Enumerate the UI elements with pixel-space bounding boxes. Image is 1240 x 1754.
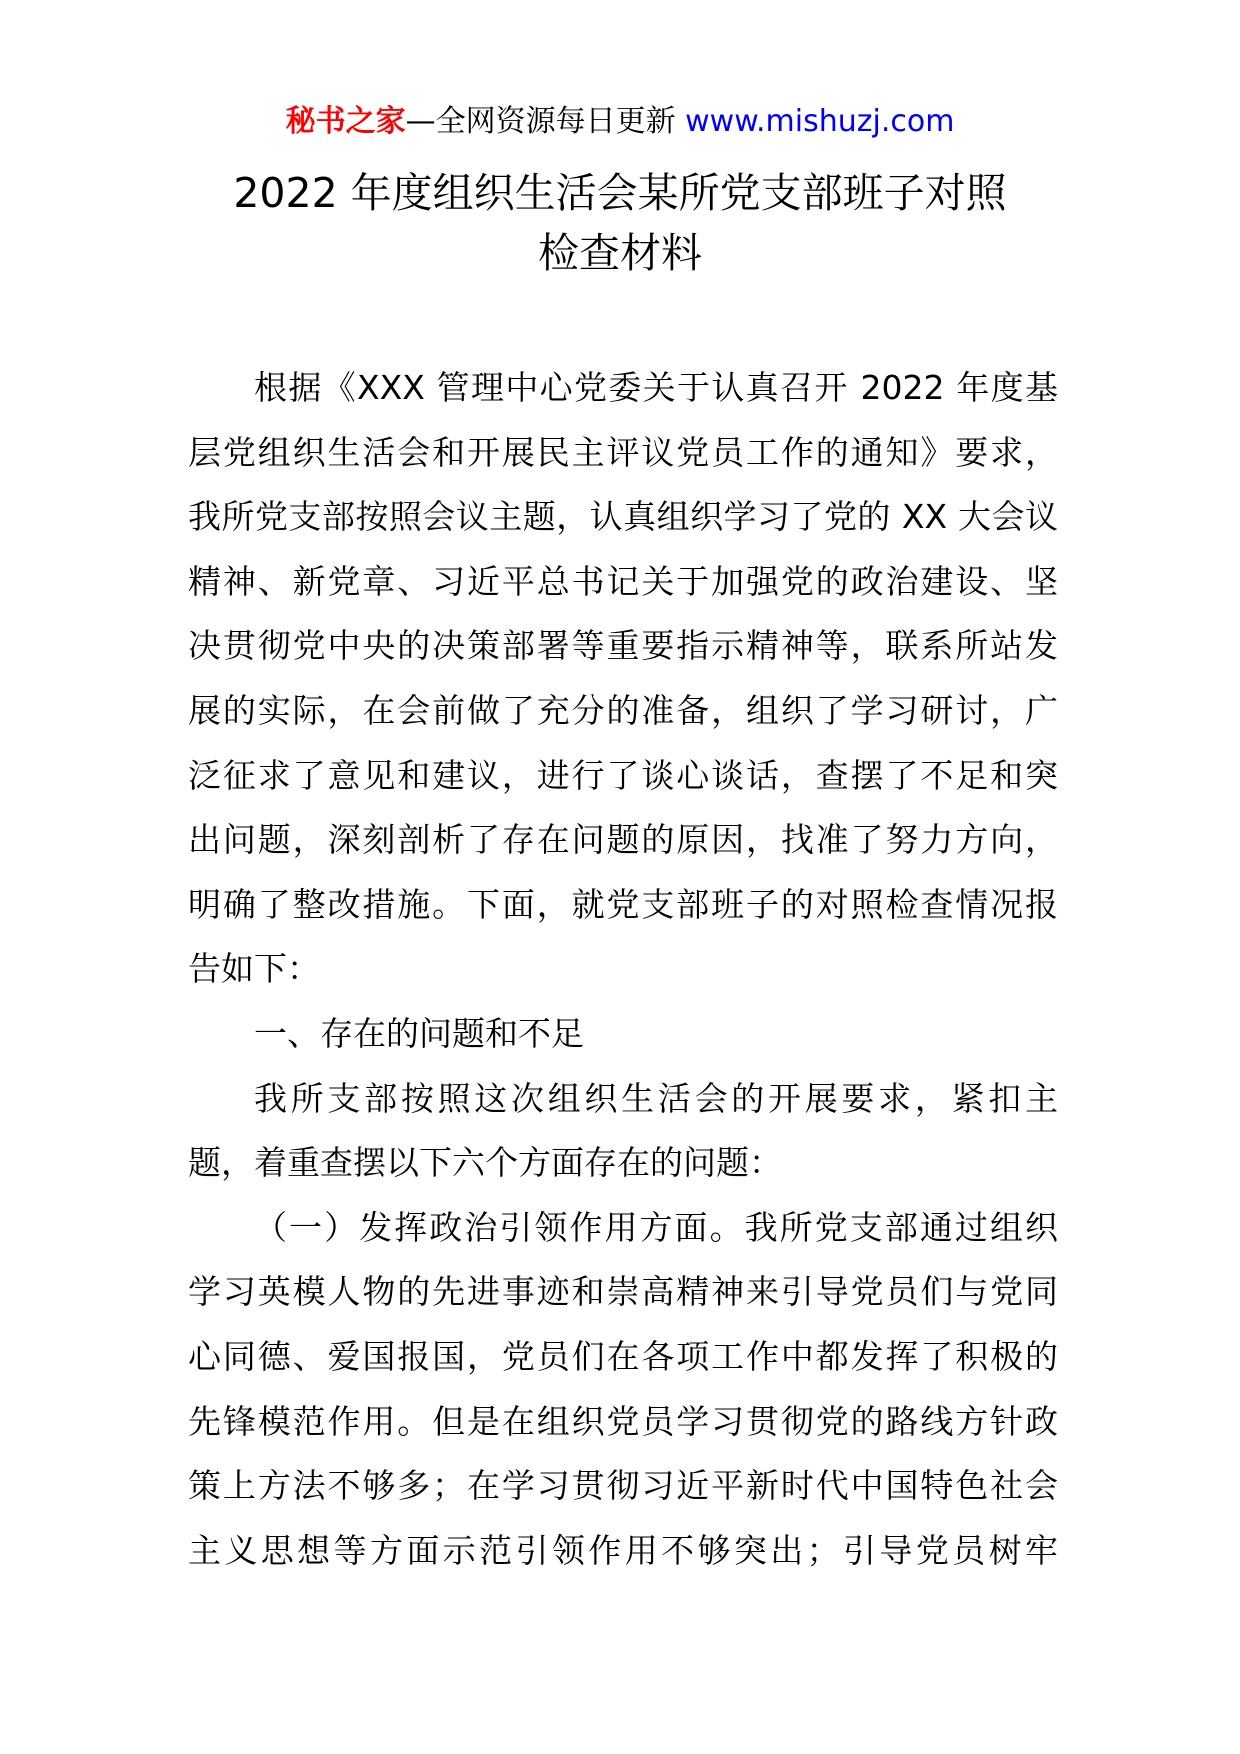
paragraph-line: 出问题，深刻剖析了存在问题的原因，找准了努力方向， xyxy=(188,820,1058,860)
site-url-link[interactable]: www.mishuzj.com xyxy=(685,104,955,139)
paragraph-line: 学习英模人物的先进事迹和崇高精神来引导党员们与党同 xyxy=(188,1272,1058,1312)
title-line-2: 检查材料 xyxy=(538,229,702,277)
paragraph-line: 泛征求了意见和建议，进行了谈心谈话，查摆了不足和突 xyxy=(188,755,1058,795)
document-body xyxy=(188,356,1058,1583)
paragraph-line: 告如下： xyxy=(188,949,320,989)
paragraph-line: 层党组织生活会和开展民主评议党员工作的通知》要求， xyxy=(188,432,1058,472)
site-header xyxy=(0,102,1240,142)
paragraph-line: 我所支部按照这次组织生活会的开展要求，紧扣主 xyxy=(254,1078,1058,1118)
paragraph-line: 先锋模范作用。但是在组织党员学习贯彻党的路线方针政 xyxy=(188,1401,1058,1441)
header-tagline: —全网资源每日更新 xyxy=(405,104,676,139)
paragraph-line: 我所党支部按照会议主题，认真组织学习了党的 XX 大会议 xyxy=(188,497,1058,537)
section-heading: 一、存在的问题和不足 xyxy=(254,1013,584,1053)
paragraph-line: 精神、新党章、习近平总书记关于加强党的政治建设、坚 xyxy=(188,561,1058,601)
document-title xyxy=(150,163,1090,283)
brand-name: 秘书之家 xyxy=(285,104,406,139)
paragraph-line: 展的实际，在会前做了充分的准备，组织了学习研讨，广 xyxy=(188,690,1058,730)
paragraph-line: 题，着重查摆以下六个方面存在的问题： xyxy=(188,1143,782,1183)
paragraph-line: 根据《XXX 管理中心党委关于认真召开 2022 年度基 xyxy=(254,368,1058,407)
title-line-1: 2022 年度组织生活会某所党支部班子对照 xyxy=(233,169,1007,217)
paragraph-line: 主义思想等方面示范引领作用不够突出；引导党员树牢 xyxy=(188,1530,1058,1570)
paragraph-line: 心同德、爱国报国，党员们在各项工作中都发挥了积极的 xyxy=(188,1336,1058,1376)
paragraph-line: 策上方法不够多；在学习贯彻习近平新时代中国特色社会 xyxy=(188,1466,1058,1506)
paragraph-line: （一）发挥政治引领作用方面。我所党支部通过组织 xyxy=(254,1207,1058,1247)
paragraph-line: 决贯彻党中央的决策部署等重要指示精神等，联系所站发 xyxy=(188,626,1058,666)
paragraph-line: 明确了整改措施。下面，就党支部班子的对照检查情况报 xyxy=(188,884,1058,924)
